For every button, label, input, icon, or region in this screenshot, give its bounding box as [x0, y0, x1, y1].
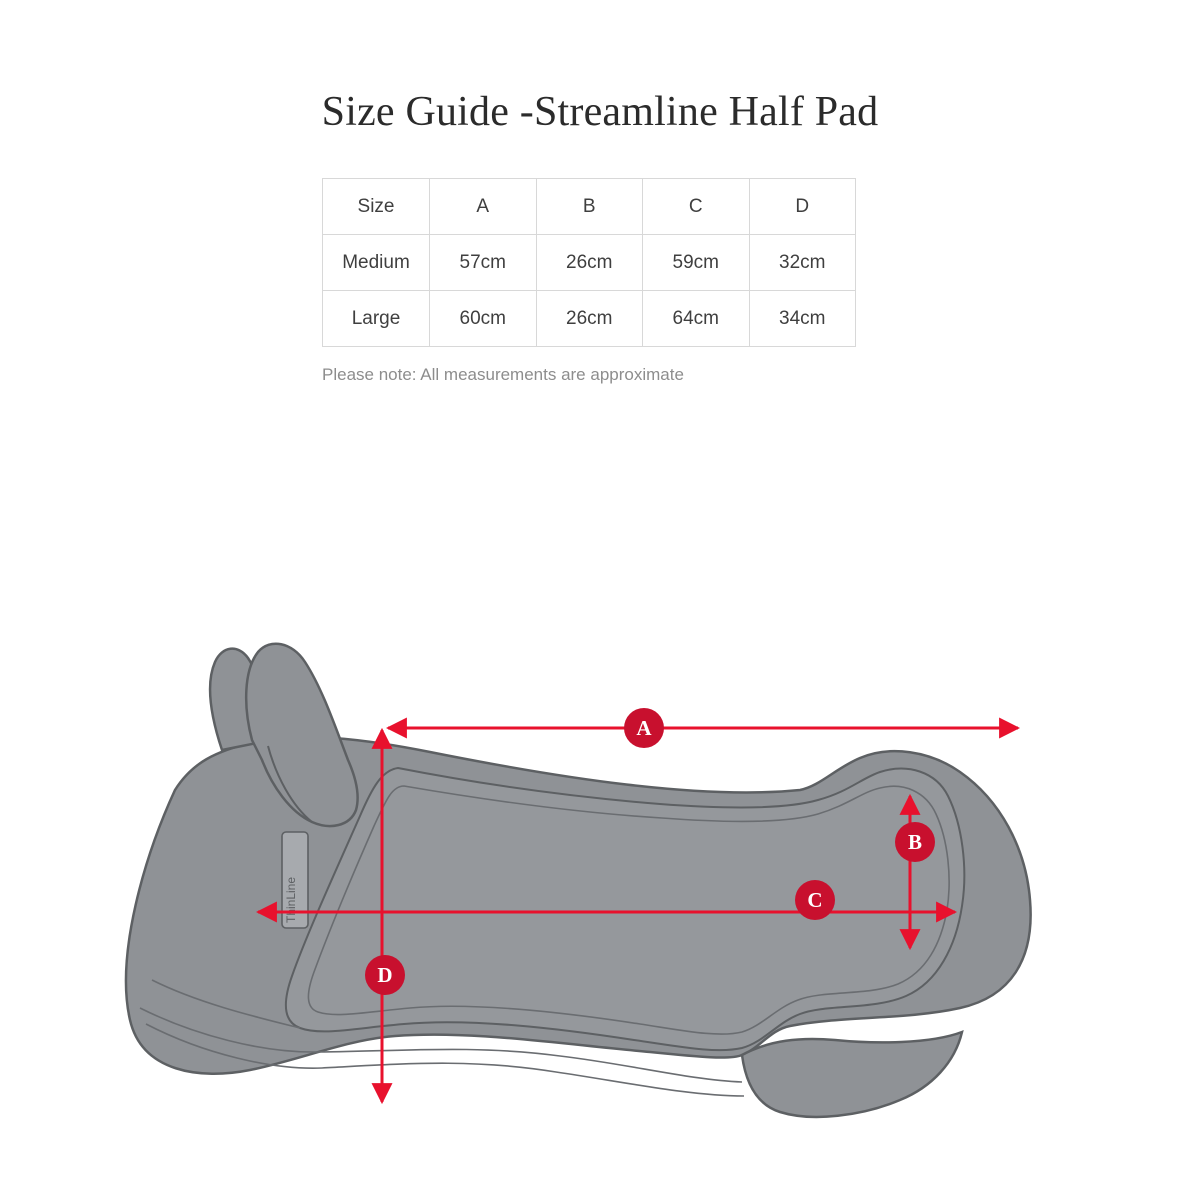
pad-diagram [0, 600, 1200, 1180]
page-title: Size Guide -Streamline Half Pad [321, 89, 879, 135]
table-header-row [323, 179, 856, 235]
cell-size-medium: Medium [323, 235, 430, 291]
dimension-badge-b: B [895, 822, 935, 862]
pad-rear-flap [742, 1032, 962, 1117]
size-table-wrapper [322, 178, 856, 347]
column-header-b: B [536, 179, 643, 235]
dimension-badge-d: D [365, 955, 405, 995]
pad-illustration [126, 644, 1031, 1117]
cell-medium-b: 26cm [536, 235, 643, 291]
column-header-size: Size [323, 179, 430, 235]
svg-text:ThinLine: ThinLine [284, 876, 298, 924]
cell-medium-c: 59cm [643, 235, 750, 291]
cell-medium-d: 32cm [749, 235, 856, 291]
brand-tag [282, 832, 308, 928]
column-header-a: A [430, 179, 537, 235]
column-header-c: C [643, 179, 750, 235]
column-header-d: D [749, 179, 856, 235]
dimension-badge-a: A [624, 708, 664, 748]
cell-size-large: Large [323, 291, 430, 347]
table-row [323, 291, 856, 347]
cell-large-c: 64cm [643, 291, 750, 347]
cell-large-d: 34cm [749, 291, 856, 347]
dimension-badge-c: C [795, 880, 835, 920]
cell-medium-a: 57cm [430, 235, 537, 291]
measurement-note: Please note: All measurements are approximate [322, 365, 684, 384]
cell-large-a: 60cm [430, 291, 537, 347]
cell-large-b: 26cm [536, 291, 643, 347]
table-row [323, 235, 856, 291]
size-table [322, 178, 856, 347]
